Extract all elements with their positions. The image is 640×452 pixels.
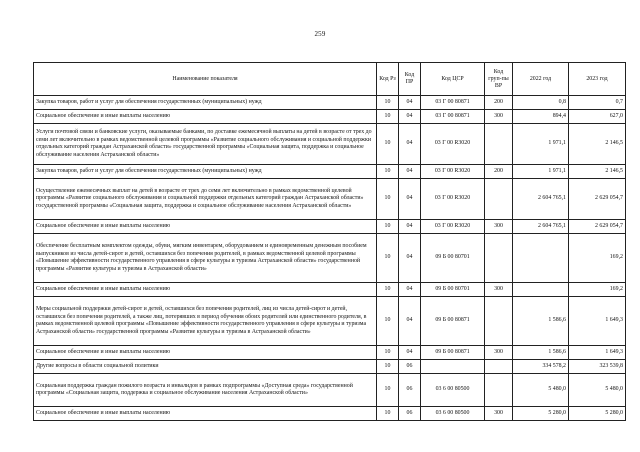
cell-csr: 09 Б 00 80871	[421, 346, 485, 360]
cell-name: Закупка товаров, работ и услуг для обеспечения государственных (муниципальных) нужд	[34, 165, 377, 179]
cell-csr: 03 Г 00 80871	[421, 110, 485, 124]
cell-2022: 894,4	[513, 110, 569, 124]
cell-2022: 1 586,6	[513, 346, 569, 360]
cell-2022: 2 604 765,1	[513, 179, 569, 220]
table-row	[34, 96, 626, 110]
cell-vr: 300	[485, 346, 513, 360]
cell-vr: 300	[485, 407, 513, 421]
cell-rz: 10	[377, 179, 399, 220]
cell-name: Социальное обеспечение и иные выплаты населению	[34, 283, 377, 297]
budget-table	[33, 62, 626, 421]
cell-csr: 09 Б 00 80701	[421, 283, 485, 297]
cell-pr: 04	[399, 96, 421, 110]
cell-pr: 04	[399, 283, 421, 297]
cell-2023: 0,7	[569, 96, 626, 110]
table-row	[34, 234, 626, 283]
cell-csr: 03 Г 00 R3020	[421, 124, 485, 165]
table-row	[34, 283, 626, 297]
cell-pr: 04	[399, 346, 421, 360]
cell-rz: 10	[377, 283, 399, 297]
cell-name: Другие вопросы в области социальной политики	[34, 360, 377, 374]
cell-2023: 169,2	[569, 234, 626, 283]
cell-pr: 04	[399, 179, 421, 220]
cell-pr: 04	[399, 124, 421, 165]
cell-2023: 2 629 054,7	[569, 179, 626, 220]
cell-pr: 04	[399, 110, 421, 124]
cell-csr: 03 Г 00 R3020	[421, 165, 485, 179]
cell-rz: 10	[377, 346, 399, 360]
cell-rz: 10	[377, 165, 399, 179]
cell-csr: 09 Б 00 80871	[421, 297, 485, 346]
cell-2023: 2 146,5	[569, 165, 626, 179]
cell-2022: 1 971,1	[513, 165, 569, 179]
table-row	[34, 374, 626, 407]
header-2023: 2023 год	[569, 63, 626, 96]
cell-pr: 06	[399, 360, 421, 374]
cell-2023: 323 539,8	[569, 360, 626, 374]
cell-pr: 06	[399, 407, 421, 421]
header-rz: Код Рз	[377, 63, 399, 96]
table-row	[34, 220, 626, 234]
table-row	[34, 407, 626, 421]
cell-2023: 1 649,3	[569, 346, 626, 360]
cell-pr: 06	[399, 374, 421, 407]
cell-csr: 09 Б 00 80701	[421, 234, 485, 283]
cell-pr: 04	[399, 297, 421, 346]
cell-vr: 300	[485, 220, 513, 234]
table-row	[34, 360, 626, 374]
cell-csr: 03 6 00 80500	[421, 374, 485, 407]
cell-csr	[421, 360, 485, 374]
table-row	[34, 297, 626, 346]
cell-pr: 04	[399, 234, 421, 283]
cell-pr: 04	[399, 165, 421, 179]
cell-vr	[485, 360, 513, 374]
cell-name: Социальное обеспечение и иные выплаты населению	[34, 110, 377, 124]
cell-2022: 2 604 765,1	[513, 220, 569, 234]
table-row	[34, 179, 626, 220]
header-name: Наименование показателя	[34, 63, 377, 96]
cell-2023: 5 280,0	[569, 407, 626, 421]
cell-rz: 10	[377, 407, 399, 421]
cell-2022: 5 280,0	[513, 407, 569, 421]
cell-2022	[513, 283, 569, 297]
cell-csr: 03 Г 00 R3020	[421, 179, 485, 220]
cell-2023: 2 629 054,7	[569, 220, 626, 234]
cell-vr: 300	[485, 283, 513, 297]
table-header-row	[34, 63, 626, 96]
cell-2023: 169,2	[569, 283, 626, 297]
cell-vr	[485, 297, 513, 346]
cell-rz: 10	[377, 297, 399, 346]
cell-vr: 200	[485, 96, 513, 110]
cell-name: Социальное обеспечение и иные выплаты населению	[34, 346, 377, 360]
cell-2022: 0,8	[513, 96, 569, 110]
cell-csr: 03 Г 00 80871	[421, 96, 485, 110]
cell-name: Услуги почтовой связи и банковские услуги, оказываемые банками, по доставке ежемесячной выплаты на детей в возрасте от трех до семи лет включительно в рамках ведомственной целевой программы «Развитие социального обслуживания и социальной поддержки отдельных категорий граждан Астраханской области» государственной программы «Социальная защита, поддержка и социальное обслуживание населения Астраханской области»	[34, 124, 377, 165]
cell-vr	[485, 124, 513, 165]
header-vr: Код груп-пы ВР	[485, 63, 513, 96]
cell-name: Меры социальной поддержки детей-сирот и детей, оставшихся без попечения родителей, лиц из числа детей-сирот и детей, оставшихся без попечения родителей, а также лиц, потерявших в период обучения обоих родителей или единственного родителя, в рамках ведомственной целевой программы «Повышение эффективности государственного управления в сфере культуры и туризма Астраханской области» государственной программы «Развитие культуры и туризма в Астраханской области»	[34, 297, 377, 346]
cell-name: Социальное обеспечение и иные выплаты населению	[34, 220, 377, 234]
table-row	[34, 346, 626, 360]
cell-name: Осуществление ежемесячных выплат на детей в возрасте от трех до семи лет включительно в рамках ведомственной целевой программы «Развитие социального обслуживания и социальной поддержки отдельных категорий граждан Астраханской области» государственной программы «Социальная защита, поддержка и социальное обслуживание населения Астраханской области»	[34, 179, 377, 220]
cell-vr: 200	[485, 165, 513, 179]
cell-2022	[513, 234, 569, 283]
cell-2023: 1 649,3	[569, 297, 626, 346]
cell-rz: 10	[377, 374, 399, 407]
page-number: 259	[314, 30, 326, 38]
cell-2022: 5 480,0	[513, 374, 569, 407]
table-row	[34, 165, 626, 179]
cell-2023: 5 480,0	[569, 374, 626, 407]
cell-vr	[485, 179, 513, 220]
cell-2022: 334 578,2	[513, 360, 569, 374]
cell-name: Закупка товаров, работ и услуг для обеспечения государственных (муниципальных) нужд	[34, 96, 377, 110]
cell-rz: 10	[377, 96, 399, 110]
table-row	[34, 124, 626, 165]
header-csr: Код ЦСР	[421, 63, 485, 96]
cell-2022: 1 971,1	[513, 124, 569, 165]
cell-vr	[485, 374, 513, 407]
cell-pr: 04	[399, 220, 421, 234]
cell-vr	[485, 234, 513, 283]
cell-2023: 627,0	[569, 110, 626, 124]
cell-rz: 10	[377, 234, 399, 283]
cell-rz: 10	[377, 220, 399, 234]
table-row	[34, 110, 626, 124]
cell-2023: 2 146,5	[569, 124, 626, 165]
header-2022: 2022 год	[513, 63, 569, 96]
cell-rz: 10	[377, 360, 399, 374]
cell-name: Социальная поддержка граждан пожилого возраста и инвалидов в рамках подпрограммы «Доступная среда» государственной программы «Социальная защита, поддержка и социальное обслуживание населения Астраханской области»	[34, 374, 377, 407]
cell-rz: 10	[377, 124, 399, 165]
cell-name: Обеспечение бесплатным комплектом одежды, обуви, мягким инвентарем, оборудованием и единовременным денежным пособием выпускников из числа детей-сирот и детей, оставшихся без попечения родителей, в рамках ведомственной целевой программы «Повышение эффективности государственного управления в сфере культуры и туризма Астраханской области» государственной программы «Развитие культуры и туризма в Астраханской области»	[34, 234, 377, 283]
header-pr: Код ПР	[399, 63, 421, 96]
cell-name: Социальное обеспечение и иные выплаты населению	[34, 407, 377, 421]
cell-2022: 1 586,6	[513, 297, 569, 346]
cell-vr: 300	[485, 110, 513, 124]
cell-csr: 03 6 00 80500	[421, 407, 485, 421]
cell-rz: 10	[377, 110, 399, 124]
cell-csr: 03 Г 00 R3020	[421, 220, 485, 234]
